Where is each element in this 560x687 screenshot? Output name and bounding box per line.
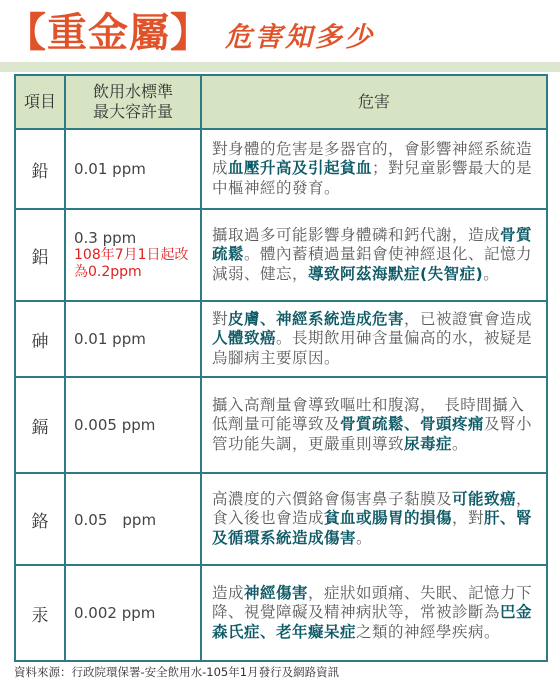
hazard-cell	[201, 209, 547, 301]
hazard-text: ，食入後也會造成	[212, 489, 533, 528]
hazard-emphasis: 骨質疏鬆、骨頭疼痛	[340, 415, 485, 434]
hazard-emphasis: 可能致癌	[452, 489, 517, 508]
hazard-text: 及腎小管功能失調，更嚴重則導致	[212, 415, 533, 453]
hazard-cell	[201, 377, 547, 473]
standard-value: 0.3 ppm	[74, 229, 137, 247]
hazard-text: 。	[483, 264, 500, 283]
standard-value: 0.05 ppm	[74, 510, 157, 529]
metal-name: 砷	[15, 301, 65, 377]
standard-cell	[65, 209, 201, 301]
metal-name: 鉛	[15, 129, 65, 209]
hazard-text: 攝入高劑量會導致嘔吐和腹瀉， 長時間攝入低劑量可能導致及	[212, 395, 525, 434]
header-hazard: 危害	[201, 75, 547, 129]
header-standard-line2: 最大容許量	[92, 102, 173, 121]
hazard-text: ；對兒童影響最大的是中樞神經的發育。	[212, 159, 533, 197]
header-item: 項目	[15, 75, 65, 129]
hazard-text: 。長期飲用砷含量偏高的水，被疑是烏腳病主要原因。	[212, 329, 533, 367]
hazard-cell	[201, 301, 547, 377]
standard-value: 0.01 ppm	[74, 160, 146, 178]
standard-cell	[65, 377, 201, 473]
title-subtitle: 危害知多少	[225, 22, 375, 53]
hazard-text: 高濃度的六價鉻會傷害鼻子黏膜及	[212, 489, 453, 508]
hazard-text: 對	[212, 309, 229, 328]
standard-note: 108年7月1日起改為0.2ppm	[74, 247, 189, 280]
metal-name: 汞	[15, 565, 65, 661]
metal-name: 鎘	[15, 377, 65, 473]
hazard-cell	[201, 473, 547, 565]
standard-value: 0.01 ppm	[74, 330, 146, 348]
hazard-emphasis: 皮膚、神經系統造成危害	[228, 309, 405, 328]
heavy-metal-table	[14, 74, 548, 662]
header-standard	[65, 75, 201, 129]
hazard-text: 之類的神經學疾病。	[356, 622, 501, 641]
hazard-text: ，症狀如頭痛、失眠、記憶力下降、視覺障礙及精神病狀等，常被診斷為	[212, 583, 533, 622]
source-footnote: 資料來源：行政院環保署-安全飲用水-105年1月發行及網路資訊	[14, 665, 340, 679]
hazard-emphasis: 骨質疏鬆	[212, 225, 533, 264]
standard-cell	[65, 473, 201, 565]
hazard-text: 對身體的危害是多器官的，會影響神經系統造成	[212, 139, 533, 178]
table-row	[15, 473, 547, 565]
standard-value: 0.005 ppm	[74, 416, 156, 434]
table-row	[15, 209, 547, 301]
hazard-text: 。	[452, 434, 469, 453]
standard-cell	[65, 565, 201, 661]
title-main: 【重金屬】	[6, 9, 211, 56]
hazard-text: 。	[356, 528, 373, 547]
decorative-band	[0, 62, 560, 72]
header-standard-line1: 飲用水標準	[92, 82, 173, 101]
hazard-emphasis: 神經傷害	[244, 583, 309, 602]
table-row	[15, 377, 547, 473]
hazard-text: 造成	[212, 583, 245, 602]
standard-cell	[65, 129, 201, 209]
standard-cell	[65, 301, 201, 377]
table-row	[15, 565, 547, 661]
table-header-row	[15, 75, 547, 129]
table-row	[15, 301, 547, 377]
hazard-emphasis: 肝、腎及循環系統造成傷害	[212, 509, 533, 547]
hazard-text: ，對	[452, 509, 485, 528]
hazard-emphasis: 貧血或腸胃的損傷	[324, 509, 453, 528]
metal-name: 鋁	[15, 209, 65, 301]
hazard-emphasis: 巴金森氏症、老年癡呆症	[212, 603, 533, 641]
hazard-text: ，已被證實會造成	[404, 309, 533, 328]
hazard-emphasis: 導致阿茲海默症(失智症)	[308, 264, 484, 283]
hazard-cell	[201, 129, 547, 209]
metal-name: 鉻	[15, 473, 65, 565]
hazard-cell	[201, 565, 547, 661]
hazard-emphasis: 人體致癌	[212, 329, 277, 348]
standard-value: 0.002 ppm	[74, 604, 156, 622]
hazard-text: 。體內蓄積過量鋁會使神經退化、記憶力減弱、健忘，	[212, 245, 533, 283]
table-row	[15, 129, 547, 209]
hazard-emphasis: 血壓升高及引起貧血	[228, 159, 373, 178]
hazard-emphasis: 尿毒症	[404, 434, 453, 453]
page-title	[6, 8, 375, 58]
hazard-text: 攝取過多可能影響身體磷和鈣代謝，造成	[212, 225, 501, 244]
